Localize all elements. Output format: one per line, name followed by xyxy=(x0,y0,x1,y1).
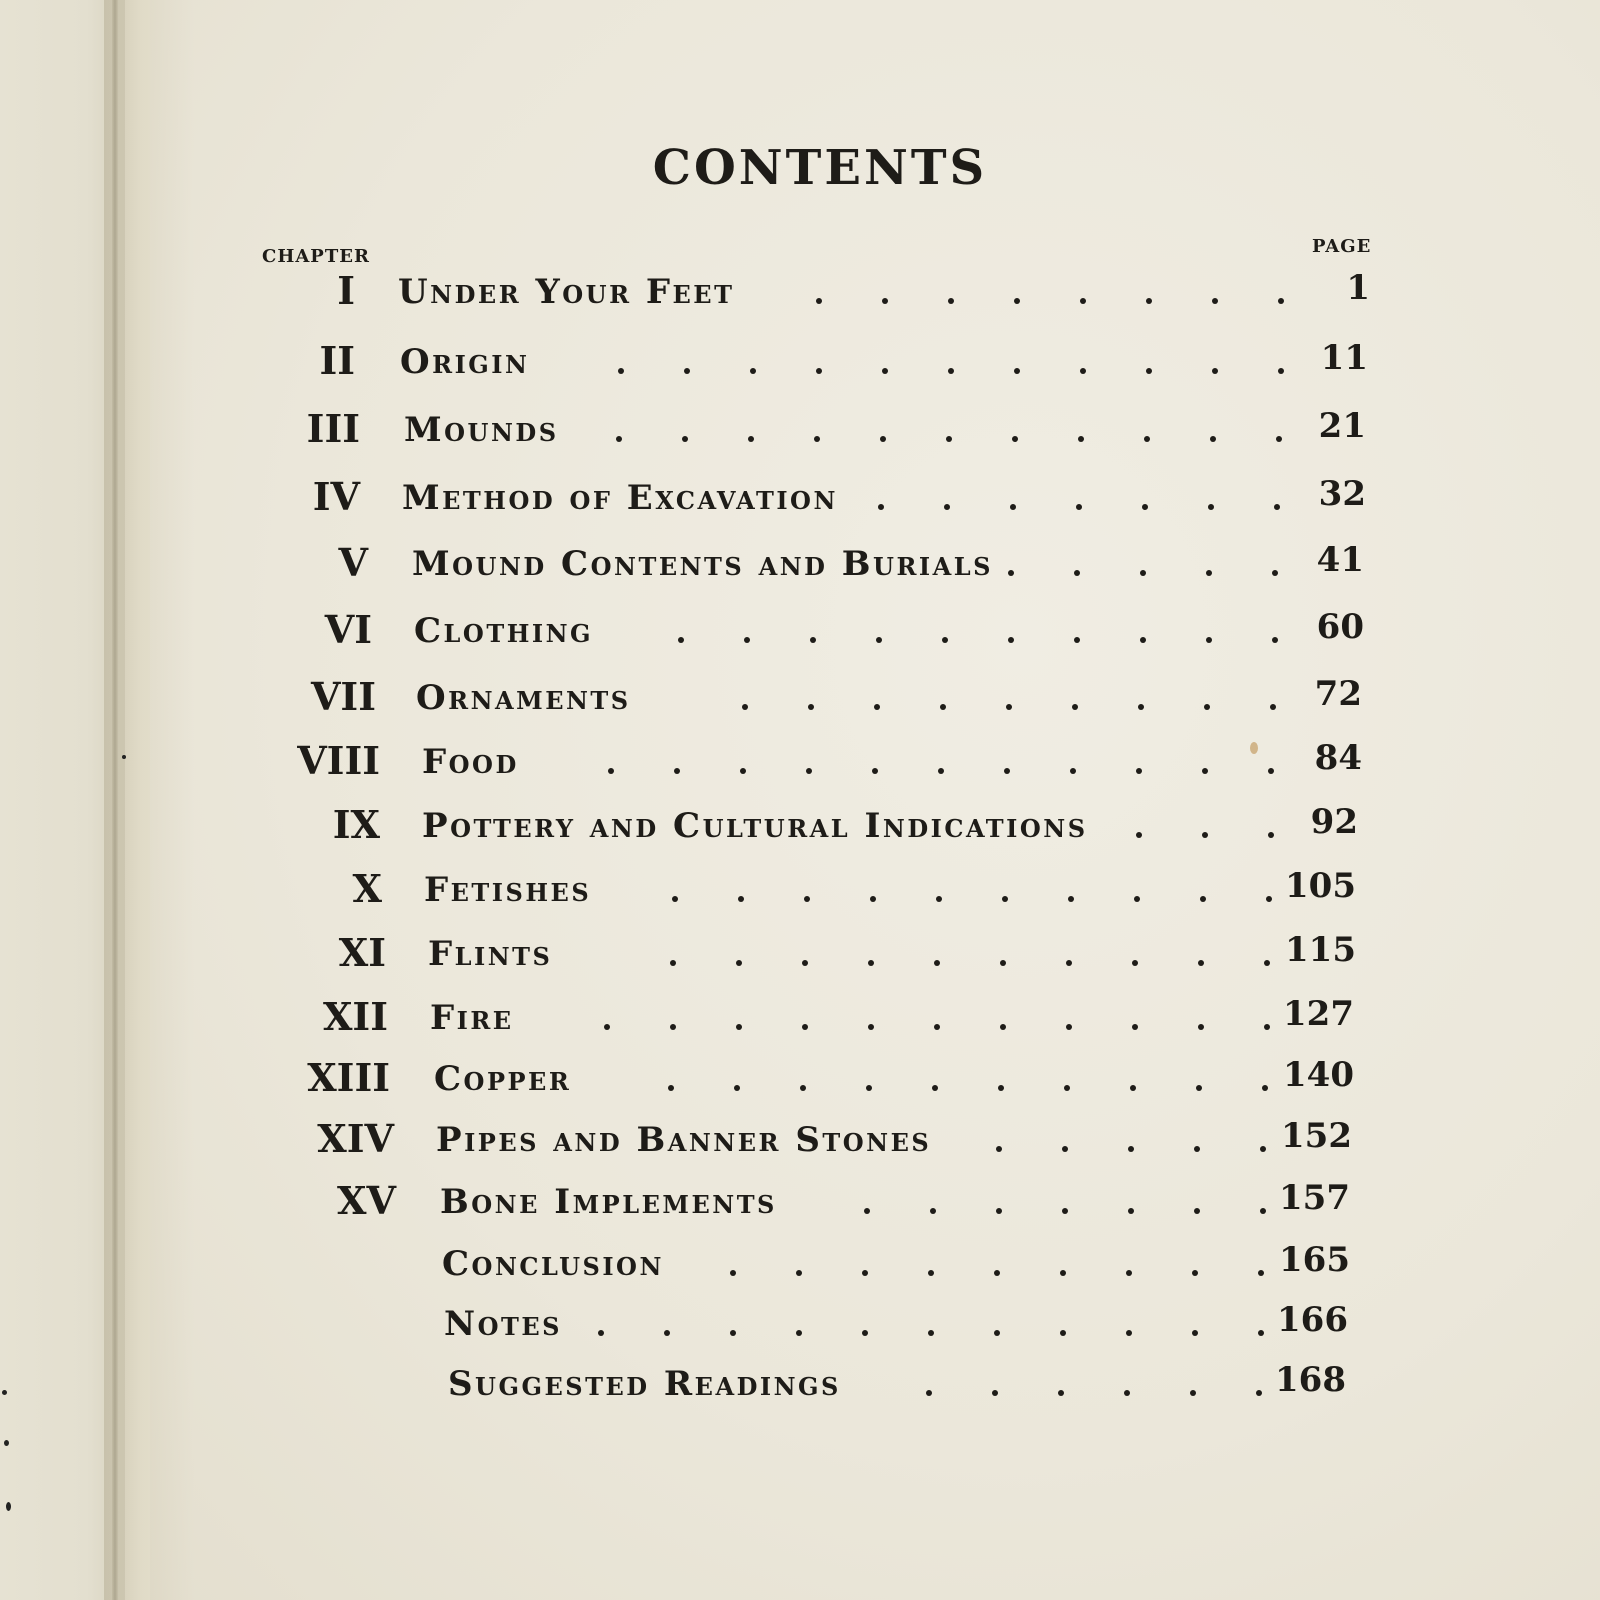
page-column-header: PAGE xyxy=(1312,236,1372,257)
leader-dot xyxy=(996,1208,1002,1214)
dot-leader xyxy=(696,1240,1266,1290)
dot-leader xyxy=(822,1178,1268,1228)
leader-dot xyxy=(880,436,886,442)
leader-dot xyxy=(928,1270,934,1276)
leader-dot xyxy=(940,704,946,710)
chapter-numeral: IX xyxy=(332,802,380,847)
dot-leader xyxy=(622,930,1272,980)
leader-dot xyxy=(1006,704,1012,710)
leader-dot xyxy=(878,504,884,510)
leader-dot xyxy=(670,1024,676,1030)
leader-dot xyxy=(1204,704,1210,710)
dot-leader xyxy=(556,738,1276,788)
leader-dot xyxy=(1066,960,1072,966)
leader-dot xyxy=(816,298,822,304)
leader-dot xyxy=(1124,1390,1130,1396)
chapter-title: Under Your Feet xyxy=(398,272,735,312)
dot-leader xyxy=(610,406,1284,456)
toc-entry xyxy=(0,1360,1600,1410)
leader-dot xyxy=(1074,637,1080,643)
dot-leader xyxy=(808,268,1286,318)
chapter-numeral: XIV xyxy=(317,1116,394,1161)
dot-leader xyxy=(606,338,1286,388)
leader-dot xyxy=(1060,1330,1066,1336)
leader-dot xyxy=(1212,298,1218,304)
leader-dot xyxy=(1192,1270,1198,1276)
toc-entry xyxy=(0,268,1600,318)
leader-dot xyxy=(1064,1085,1070,1091)
toc-entry xyxy=(0,994,1600,1044)
leader-dot xyxy=(944,504,950,510)
leader-dot xyxy=(1132,1024,1138,1030)
leader-dot xyxy=(1002,896,1008,902)
leader-dot xyxy=(1000,1024,1006,1030)
leader-dot xyxy=(1068,896,1074,902)
leader-dot xyxy=(802,1024,808,1030)
chapter-column-header: CHAPTER xyxy=(262,246,370,267)
page-number: 105 xyxy=(1285,866,1356,906)
leader-dot xyxy=(684,368,690,374)
page-number: 127 xyxy=(1283,994,1354,1034)
leader-dot xyxy=(1060,1270,1066,1276)
chapter-title: Pottery and Cultural Indications xyxy=(422,806,1088,846)
page-number: 84 xyxy=(1314,738,1362,778)
leader-dot xyxy=(806,768,812,774)
leader-dot xyxy=(1212,368,1218,374)
dot-leader xyxy=(684,674,1278,724)
leader-dot xyxy=(876,637,882,643)
leader-dot xyxy=(816,368,822,374)
toc-entry xyxy=(0,930,1600,980)
leader-dot xyxy=(674,768,680,774)
dot-leader xyxy=(1134,802,1276,852)
leader-dot xyxy=(670,960,676,966)
leader-dot xyxy=(868,1024,874,1030)
leader-dot xyxy=(948,298,954,304)
leader-dot xyxy=(796,1270,802,1276)
chapter-title: Fire xyxy=(430,998,514,1038)
leader-dot xyxy=(1058,1390,1064,1396)
leader-dot xyxy=(1008,637,1014,643)
chapter-numeral: I xyxy=(337,268,355,313)
leader-dot xyxy=(1014,298,1020,304)
toc-entry xyxy=(0,738,1600,788)
toc-entry xyxy=(0,674,1600,724)
leader-dot xyxy=(1198,960,1204,966)
leader-dot xyxy=(870,896,876,902)
leader-dot xyxy=(740,768,746,774)
chapter-numeral: V xyxy=(338,540,368,585)
chapter-title: Ornaments xyxy=(416,678,631,718)
toc-entry xyxy=(0,474,1600,524)
leader-dot xyxy=(866,1085,872,1091)
leader-dot xyxy=(1074,570,1080,576)
leader-dot xyxy=(744,637,750,643)
leader-dot xyxy=(802,960,808,966)
leader-dot xyxy=(864,1208,870,1214)
chapter-title: Food xyxy=(422,742,519,782)
leader-dot xyxy=(604,1024,610,1030)
chapter-numeral: VIII xyxy=(297,738,380,783)
leader-dot xyxy=(946,436,952,442)
leader-dot xyxy=(1146,298,1152,304)
chapter-numeral: XII xyxy=(322,994,388,1039)
leader-dot xyxy=(1206,637,1212,643)
leader-dot xyxy=(1128,1208,1134,1214)
leader-dot xyxy=(736,1024,742,1030)
leader-dot xyxy=(1138,704,1144,710)
ink-speck xyxy=(6,1502,11,1511)
leader-dot xyxy=(750,368,756,374)
leader-dot xyxy=(1010,504,1016,510)
page-number: 60 xyxy=(1316,607,1364,647)
chapter-title: Mounds xyxy=(404,410,559,450)
page-number: 115 xyxy=(1285,930,1356,970)
toc-entry xyxy=(0,540,1600,590)
leader-dot xyxy=(1126,1330,1132,1336)
leader-dot xyxy=(1194,1208,1200,1214)
leader-dot xyxy=(862,1330,868,1336)
toc-entry xyxy=(0,1055,1600,1105)
leader-dot xyxy=(734,1085,740,1091)
leader-dot xyxy=(1146,368,1152,374)
leader-dot xyxy=(796,1330,802,1336)
leader-dot xyxy=(992,1390,998,1396)
page-number: 11 xyxy=(1320,338,1368,378)
leader-dot xyxy=(1070,768,1076,774)
leader-dot xyxy=(948,368,954,374)
chapter-title: Suggested Readings xyxy=(448,1364,841,1404)
toc-entry xyxy=(0,406,1600,456)
leader-dot xyxy=(1128,1146,1134,1152)
leader-dot xyxy=(616,436,622,442)
leader-dot xyxy=(932,1085,938,1091)
leader-dot xyxy=(810,637,816,643)
leader-dot xyxy=(682,436,688,442)
chapter-title: Pipes and Banner Stones xyxy=(436,1120,932,1160)
leader-dot xyxy=(1202,832,1208,838)
chapter-numeral: VI xyxy=(324,607,372,652)
leader-dot xyxy=(1126,1270,1132,1276)
leader-dot xyxy=(1004,768,1010,774)
leader-dot xyxy=(1200,896,1206,902)
leader-dot xyxy=(618,368,624,374)
page-number: 41 xyxy=(1316,540,1364,580)
dot-leader xyxy=(562,994,1272,1044)
toc-entry xyxy=(0,607,1600,657)
leader-dot xyxy=(800,1085,806,1091)
leader-dot xyxy=(1202,768,1208,774)
leader-dot xyxy=(1012,436,1018,442)
toc-entry xyxy=(0,1116,1600,1166)
page-number: 92 xyxy=(1310,802,1358,842)
leader-dot xyxy=(1080,368,1086,374)
leader-dot xyxy=(730,1330,736,1336)
leader-dot xyxy=(672,896,678,902)
leader-dot xyxy=(1192,1330,1198,1336)
dot-leader xyxy=(946,1116,1268,1166)
leader-dot xyxy=(1132,960,1138,966)
leader-dot xyxy=(730,1270,736,1276)
dot-leader xyxy=(878,474,1282,524)
dot-leader xyxy=(1008,540,1280,590)
leader-dot xyxy=(874,704,880,710)
leader-dot xyxy=(1072,704,1078,710)
leader-dot xyxy=(678,637,684,643)
leader-dot xyxy=(742,704,748,710)
ink-speck xyxy=(4,1440,9,1446)
leader-dot xyxy=(928,1330,934,1336)
chapter-title: Clothing xyxy=(414,611,594,651)
leader-dot xyxy=(930,1208,936,1214)
toc-entry xyxy=(0,802,1600,852)
leader-dot xyxy=(748,436,754,442)
leader-dot xyxy=(1194,1146,1200,1152)
leader-dot xyxy=(664,1330,670,1336)
leader-dot xyxy=(808,704,814,710)
leader-dot xyxy=(1134,896,1140,902)
page-number: 157 xyxy=(1279,1178,1350,1218)
leader-dot xyxy=(872,768,878,774)
page-title: CONTENTS xyxy=(652,140,988,196)
chapter-numeral: X xyxy=(352,866,382,911)
leader-dot xyxy=(942,637,948,643)
chapter-numeral: VII xyxy=(310,674,376,719)
leader-dot xyxy=(862,1270,868,1276)
leader-dot xyxy=(936,896,942,902)
leader-dot xyxy=(882,298,888,304)
toc-entry xyxy=(0,1240,1600,1290)
leader-dot xyxy=(938,768,944,774)
leader-dot xyxy=(994,1330,1000,1336)
chapter-title: Mound Contents and Burials xyxy=(412,544,993,584)
chapter-title: Fetishes xyxy=(424,870,592,910)
chapter-title: Bone Implements xyxy=(440,1182,777,1222)
leader-dot xyxy=(996,1146,1002,1152)
leader-dot xyxy=(668,1085,674,1091)
chapter-numeral: XIII xyxy=(307,1055,390,1100)
leader-dot xyxy=(1208,504,1214,510)
leader-dot xyxy=(882,368,888,374)
leader-dot xyxy=(1142,504,1148,510)
leader-dot xyxy=(1014,368,1020,374)
page-number: 140 xyxy=(1283,1055,1354,1095)
page-number: 1 xyxy=(1346,268,1370,308)
leader-dot xyxy=(1196,1085,1202,1091)
leader-dot xyxy=(1130,1085,1136,1091)
chapter-numeral: XI xyxy=(338,930,386,975)
chapter-title: Origin xyxy=(400,342,530,382)
chapter-numeral: III xyxy=(306,406,360,451)
leader-dot xyxy=(1136,768,1142,774)
page-number: 21 xyxy=(1318,406,1366,446)
toc-entry xyxy=(0,1300,1600,1350)
page-number: 165 xyxy=(1279,1240,1350,1280)
leader-dot xyxy=(1206,570,1212,576)
leader-dot xyxy=(1062,1208,1068,1214)
leader-dot xyxy=(934,960,940,966)
chapter-title: Conclusion xyxy=(442,1244,664,1284)
chapter-numeral: XV xyxy=(337,1178,396,1223)
chapter-numeral: IV xyxy=(312,474,360,519)
leader-dot xyxy=(608,768,614,774)
toc-entry xyxy=(0,866,1600,916)
leader-dot xyxy=(1080,298,1086,304)
leader-dot xyxy=(1078,436,1084,442)
chapter-title: Copper xyxy=(434,1059,572,1099)
leader-dot xyxy=(1140,637,1146,643)
dot-leader xyxy=(888,1360,1264,1410)
leader-dot xyxy=(1076,504,1082,510)
leader-dot xyxy=(1008,570,1014,576)
leader-dot xyxy=(994,1270,1000,1276)
leader-dot xyxy=(814,436,820,442)
leader-dot xyxy=(1136,832,1142,838)
leader-dot xyxy=(1190,1390,1196,1396)
leader-dot xyxy=(1140,570,1146,576)
dot-leader xyxy=(622,866,1274,916)
chapter-title: Method of Excavation xyxy=(402,478,838,518)
toc-entry xyxy=(0,1178,1600,1228)
leader-dot xyxy=(1144,436,1150,442)
leader-dot xyxy=(1062,1146,1068,1152)
leader-dot xyxy=(934,1024,940,1030)
leader-dot xyxy=(598,1330,604,1336)
leader-dot xyxy=(868,960,874,966)
toc-entry xyxy=(0,338,1600,388)
page-number: 32 xyxy=(1318,474,1366,514)
chapter-numeral: II xyxy=(319,338,355,383)
leader-dot xyxy=(804,896,810,902)
leader-dot xyxy=(998,1085,1004,1091)
chapter-title: Notes xyxy=(444,1304,562,1344)
dot-leader xyxy=(576,1300,1266,1350)
leader-dot xyxy=(1198,1024,1204,1030)
chapter-title: Flints xyxy=(428,934,553,974)
leader-dot xyxy=(1066,1024,1072,1030)
leader-dot xyxy=(1210,436,1216,442)
page-number: 72 xyxy=(1314,674,1362,714)
leader-dot xyxy=(926,1390,932,1396)
page-number: 168 xyxy=(1275,1360,1346,1400)
dot-leader xyxy=(618,607,1280,657)
page-number: 152 xyxy=(1281,1116,1352,1156)
leader-dot xyxy=(736,960,742,966)
page-number: 166 xyxy=(1277,1300,1348,1340)
dot-leader xyxy=(630,1055,1270,1105)
leader-dot xyxy=(738,896,744,902)
leader-dot xyxy=(1000,960,1006,966)
